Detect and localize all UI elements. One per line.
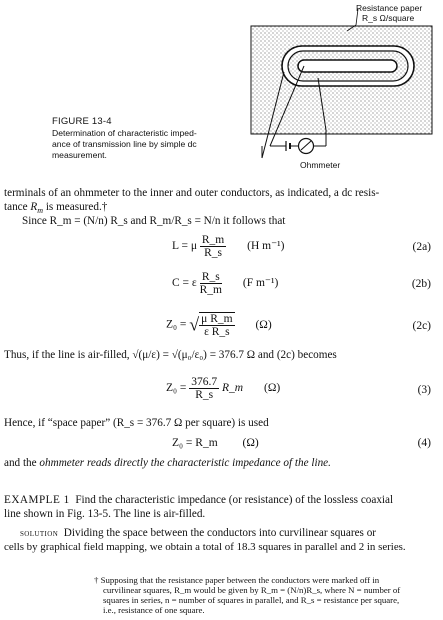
footnote-line-4: i.e., resistance of one square. (103, 605, 205, 615)
hence-line: Hence, if “space paper” (R_s = 376.7 Ω per square) is used (4, 417, 269, 429)
equation-2b: C = ε $\frac{R\_s}{R\_m}$ (F m⁻¹) (172, 271, 279, 296)
equation-2c: Z₀ = √ $\frac{\text{μ R\_m}}{\text{ε R\_s}}$ (Ω) (166, 313, 272, 338)
inner-conductor (298, 60, 397, 72)
ohmmeter-label: Ohmmeter (300, 160, 341, 170)
resistance-paper-units: R_s Ω/square (362, 13, 415, 23)
since-line: Since R_m = (N/n) R_s and R_m/R_s = N/n it follows that (22, 215, 286, 227)
figure-caption-line-1: Determination of characteristic imped- (52, 128, 197, 138)
conclusion-line: and the ohmmeter reads directly the characteristic impedance of the line. (4, 457, 331, 469)
footnote-line-3: squares in series, n = number of squares in parallel, and R_s = resistance per square, (103, 595, 400, 605)
footnote-line-1: † Supposing that the resistance paper between the conductors were marked off in (94, 575, 380, 585)
example-title: EXAMPLE 1 (4, 494, 70, 506)
solution-label: solution (20, 528, 59, 539)
thus-line: Thus, if the line is air-filled, √(μ/ε) = √(μ₀/ε₀) = 376.7 Ω and (2c) becomes (4, 349, 337, 361)
equation-number-3: (3) (417, 384, 431, 396)
footnote-line-2: curvilinear squares, R_m would be given by R_m = (N/n)R_s, where N = number of (103, 585, 401, 595)
equation-2a: L = μ $\frac{R\_m}{R\_s}$ (H m⁻¹) (172, 234, 285, 259)
figure-caption-line-3: measurement. (52, 150, 107, 160)
equation-number-4: (4) (417, 437, 431, 449)
figure-caption-title: FIGURE 13-4 (52, 116, 112, 127)
figure-caption-line-2: ance of transmission line by simple dc (52, 139, 197, 149)
equation-number-2b: (2b) (411, 278, 431, 290)
equation-4: Z₀ = R_m (Ω) (172, 437, 259, 449)
example-line-1: EXAMPLE 1 Find the characteristic impedance (or resistance) of the lossless coaxial (4, 494, 394, 506)
example-line-2: line shown in Fig. 13-5. The line is air-filled. (4, 508, 206, 520)
solution-line-2: cells by graphical field mapping, we obtain a total of 18.3 squares in parallel and 2 in series. (4, 541, 406, 553)
paragraph-line-1: terminals of an ohmmeter to the inner and outer conductors, as indicated, a dc resis- (4, 187, 380, 199)
paragraph-line-2: tance $R_m$ is measured.† (4, 201, 108, 216)
resistance-paper-label: Resistance paper (356, 3, 423, 13)
equation-number-2a: (2a) (412, 241, 431, 253)
equation-number-2c: (2c) (412, 320, 431, 332)
solution-line-1: solution Dividing the space between the conductors into curvilinear squares or (20, 527, 377, 539)
equation-3: Z₀ = $\frac{376.7}{R\_s}$ R_m (Ω) (166, 376, 281, 401)
